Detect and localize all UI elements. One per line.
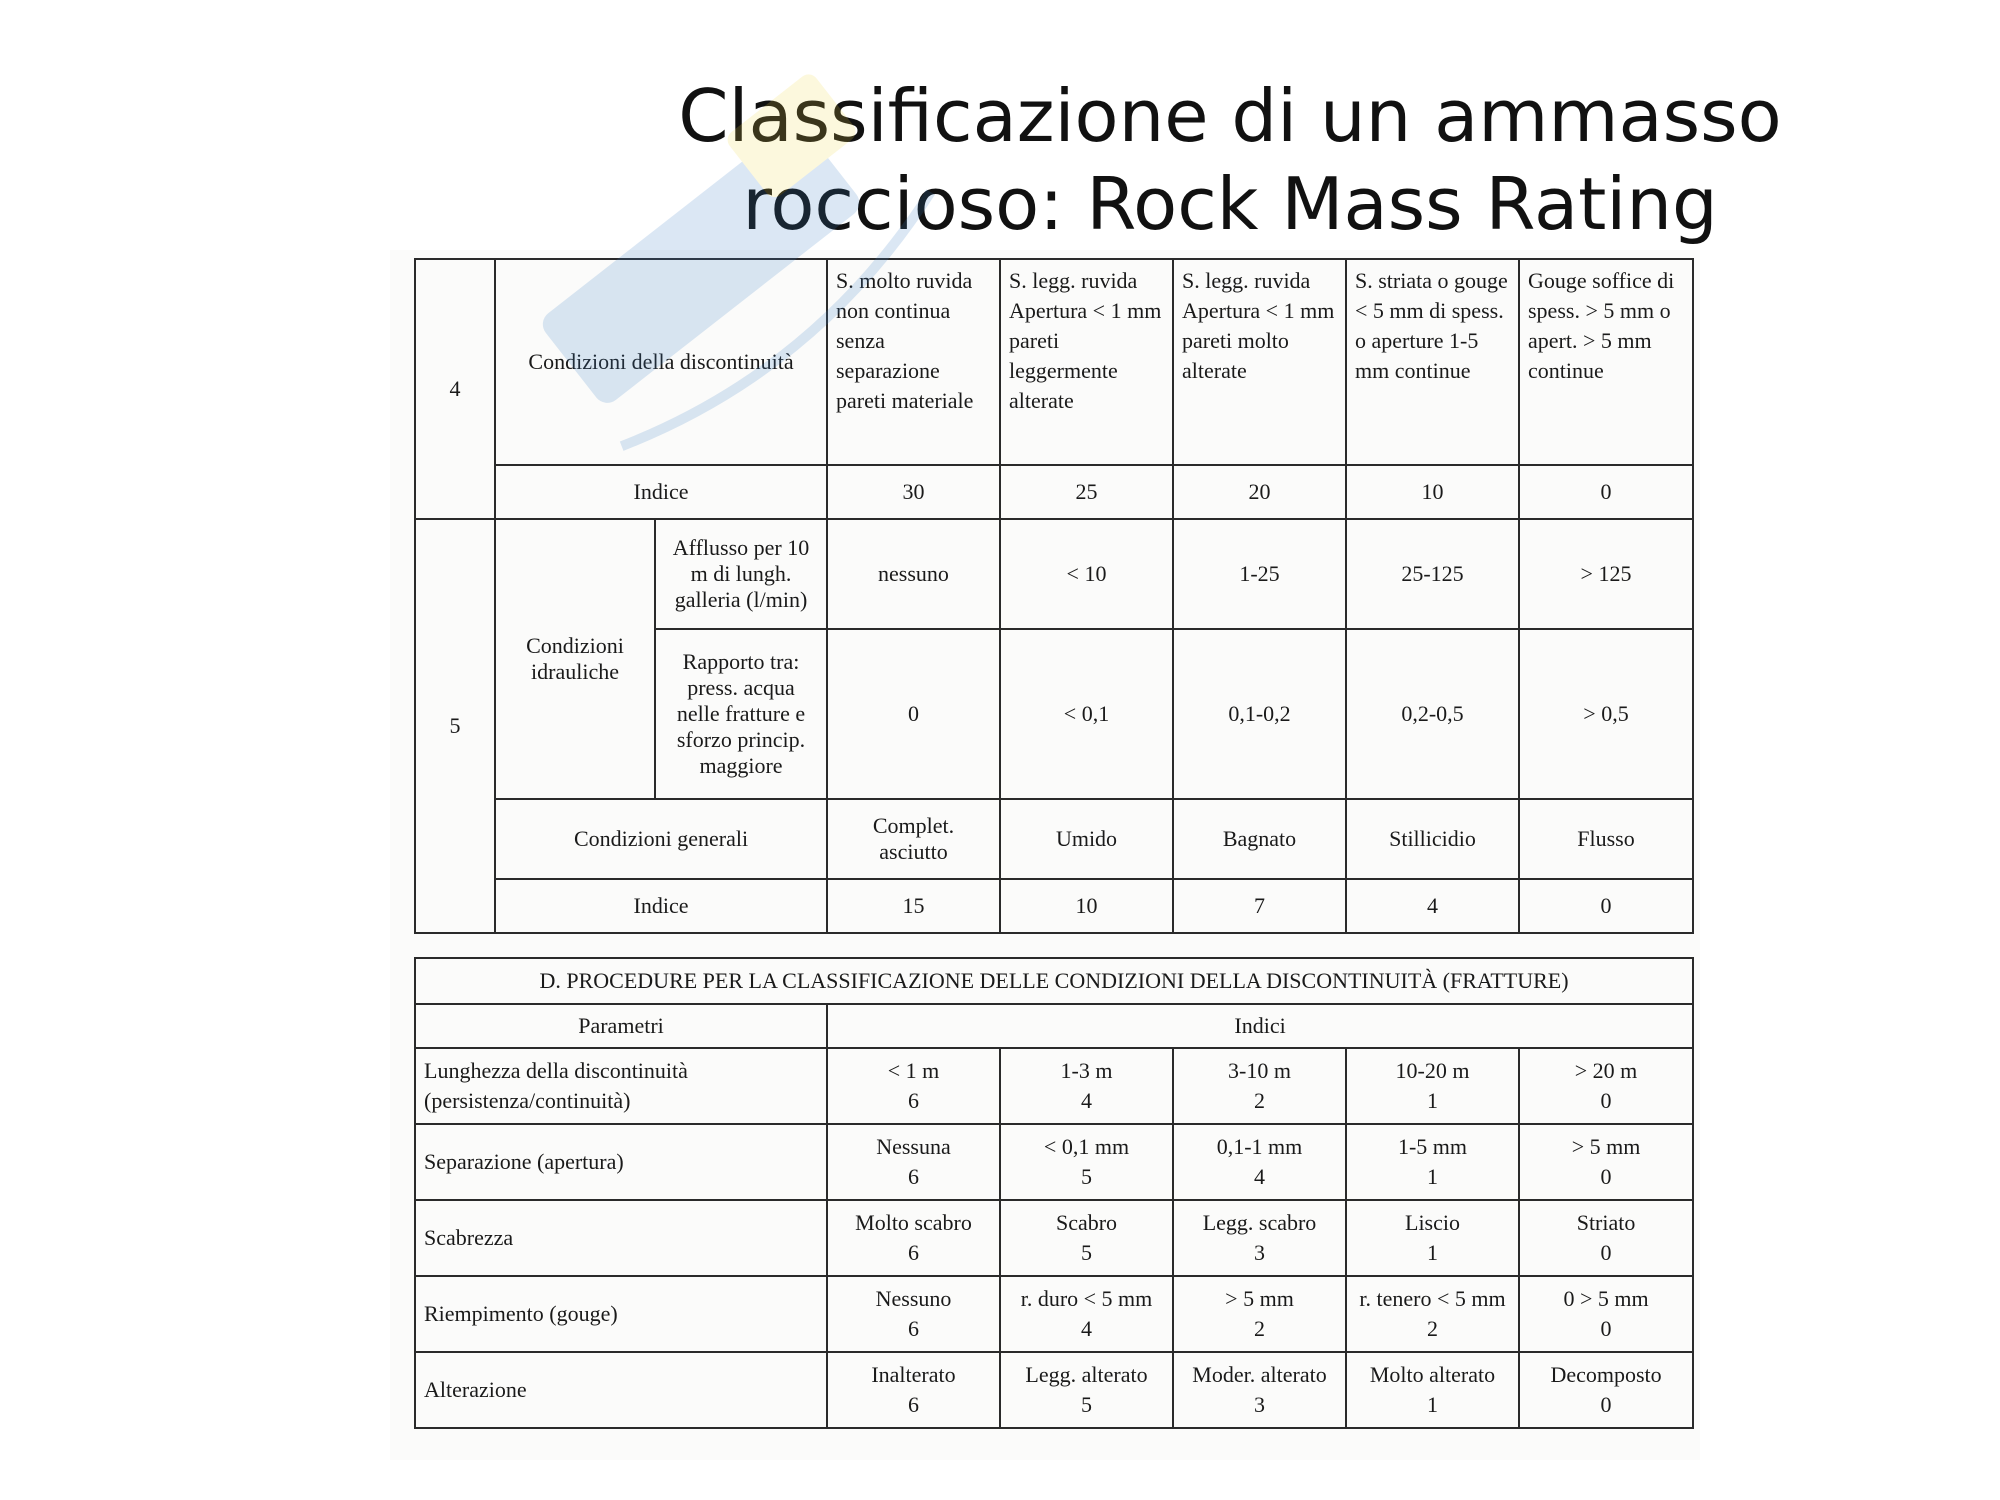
row-5-afflusso bbox=[415, 519, 1693, 629]
desc-cell: Gouge soffice di spess. > 5 mm o apert. > 5 mm continue bbox=[1519, 259, 1693, 465]
rating-text: 1-5 mm bbox=[1397, 1134, 1468, 1159]
rating-cell bbox=[827, 1048, 1000, 1124]
rating-cell bbox=[1519, 1352, 1693, 1428]
rating-text: Striato bbox=[1576, 1210, 1636, 1235]
param-cell: Alterazione bbox=[415, 1352, 827, 1428]
table-row bbox=[415, 1124, 1693, 1200]
rating-value: 6 bbox=[908, 1316, 919, 1341]
rating-value: 6 bbox=[908, 1392, 919, 1417]
rating-text: Molto scabro bbox=[855, 1210, 972, 1235]
rating-text: Legg. scabro bbox=[1202, 1210, 1317, 1235]
rapporto-label: Rapporto tra: press. acqua nelle fratture e sforzo princip. maggiore bbox=[655, 629, 827, 799]
generali-cell: Stillicidio bbox=[1346, 799, 1519, 879]
rating-cell bbox=[1000, 1276, 1173, 1352]
rating-cell bbox=[1519, 1200, 1693, 1276]
rating-cell bbox=[1346, 1276, 1519, 1352]
rating-cell bbox=[827, 1124, 1000, 1200]
generali-cell: Complet. asciutto bbox=[827, 799, 1000, 879]
rating-text: < 0,1 mm bbox=[1043, 1134, 1130, 1159]
index-label: Indice bbox=[495, 879, 827, 933]
rating-value: 3 bbox=[1254, 1240, 1265, 1265]
index-cell: 10 bbox=[1346, 465, 1519, 519]
rating-cell bbox=[827, 1352, 1000, 1428]
rating-cell bbox=[1346, 1200, 1519, 1276]
rating-text: 0 > 5 mm bbox=[1563, 1286, 1649, 1311]
rapporto-cell: 0,2-0,5 bbox=[1346, 629, 1519, 799]
rating-value: 1 bbox=[1427, 1164, 1438, 1189]
param-cell: Riempimento (gouge) bbox=[415, 1276, 827, 1352]
rating-text: Liscio bbox=[1405, 1210, 1460, 1235]
rating-text: Inalterato bbox=[871, 1362, 956, 1387]
rating-value: 0 bbox=[1600, 1088, 1612, 1113]
rating-text: > 5 mm bbox=[1571, 1134, 1641, 1159]
index-cell: 0 bbox=[1519, 465, 1693, 519]
row-4-number: 4 bbox=[415, 259, 495, 519]
table-row bbox=[415, 1352, 1693, 1428]
row-5-number: 5 bbox=[415, 519, 495, 933]
rating-cell bbox=[1000, 1048, 1173, 1124]
index-cell: 15 bbox=[827, 879, 1000, 933]
rating-value: 5 bbox=[1081, 1164, 1092, 1189]
rating-text: 0,1-1 mm bbox=[1216, 1134, 1303, 1159]
desc-cell: S. striata o gouge < 5 mm di spess. o aperture 1-5 mm continue bbox=[1346, 259, 1519, 465]
rapporto-cell: < 0,1 bbox=[1000, 629, 1173, 799]
procedures-heading: D. PROCEDURE PER LA CLASSIFICAZIONE DELLE CONDIZIONI DELLA DISCONTINUITÀ (FRATTURE) bbox=[415, 958, 1693, 1004]
table-row bbox=[415, 1048, 1693, 1124]
rating-value: 0 bbox=[1600, 1164, 1612, 1189]
rating-cell bbox=[1173, 1048, 1346, 1124]
afflusso-label: Afflusso per 10 m di lungh. galleria (l/min) bbox=[655, 519, 827, 629]
indici-header: Indici bbox=[827, 1004, 1693, 1048]
param-cell: Lunghezza della discontinuità (persistenza/continuità) bbox=[415, 1048, 827, 1124]
desc-cell: S. molto ruvida non continua senza separazione pareti materiale bbox=[827, 259, 1000, 465]
rating-cell bbox=[827, 1276, 1000, 1352]
rating-cell bbox=[1173, 1276, 1346, 1352]
rating-value: 1 bbox=[1427, 1088, 1438, 1113]
rating-text: Molto alterato bbox=[1369, 1362, 1496, 1387]
rating-cell bbox=[1346, 1352, 1519, 1428]
desc-cell: S. legg. ruvida Apertura < 1 mm pareti molto alterate bbox=[1173, 259, 1346, 465]
row-5-generali bbox=[415, 799, 1693, 879]
rating-cell bbox=[1173, 1200, 1346, 1276]
rating-cell bbox=[1000, 1200, 1173, 1276]
rating-cell bbox=[1519, 1048, 1693, 1124]
rating-text: r. duro < 5 mm bbox=[1020, 1286, 1153, 1311]
rapporto-cell: 0 bbox=[827, 629, 1000, 799]
rmr-table-procedures bbox=[414, 957, 1694, 1429]
rating-value: 6 bbox=[908, 1088, 919, 1113]
param-cell: Separazione (apertura) bbox=[415, 1124, 827, 1200]
afflusso-cell: 1-25 bbox=[1173, 519, 1346, 629]
rating-cell bbox=[1000, 1352, 1173, 1428]
rating-value: 4 bbox=[1081, 1088, 1092, 1113]
afflusso-cell: 25-125 bbox=[1346, 519, 1519, 629]
table-row bbox=[415, 1276, 1693, 1352]
index-cell: 7 bbox=[1173, 879, 1346, 933]
param-header: Parametri bbox=[415, 1004, 827, 1048]
slide-title bbox=[560, 72, 1900, 248]
title-line-1: Classificazione di un ammasso bbox=[678, 74, 1782, 158]
rating-cell bbox=[1346, 1124, 1519, 1200]
rating-value: 1 bbox=[1427, 1240, 1438, 1265]
rating-text: Scabro bbox=[1055, 1210, 1118, 1235]
rating-text: 10-20 m bbox=[1395, 1058, 1470, 1083]
rating-text: Nessuno bbox=[875, 1286, 952, 1311]
rating-cell bbox=[1173, 1352, 1346, 1428]
rating-value: 0 bbox=[1600, 1316, 1612, 1341]
desc-cell: S. legg. ruvida Apertura < 1 mm pareti leggermente alterate bbox=[1000, 259, 1173, 465]
row-5-label: Condizioni idrauliche bbox=[495, 519, 655, 799]
index-label: Indice bbox=[495, 465, 827, 519]
rating-value: 6 bbox=[908, 1240, 919, 1265]
rating-value: 5 bbox=[1081, 1392, 1092, 1417]
rating-value: 4 bbox=[1081, 1316, 1092, 1341]
rating-text: < 1 m bbox=[887, 1058, 940, 1083]
procedures-header-row bbox=[415, 1004, 1693, 1048]
rating-value: 5 bbox=[1081, 1240, 1092, 1265]
generali-label: Condizioni generali bbox=[495, 799, 827, 879]
index-cell: 20 bbox=[1173, 465, 1346, 519]
index-cell: 0 bbox=[1519, 879, 1693, 933]
rating-value: 4 bbox=[1254, 1164, 1265, 1189]
rating-text: 3-10 m bbox=[1228, 1058, 1291, 1083]
rating-text: > 5 mm bbox=[1225, 1286, 1294, 1311]
rating-cell bbox=[1519, 1124, 1693, 1200]
rating-value: 2 bbox=[1427, 1316, 1438, 1341]
generali-cell: Bagnato bbox=[1173, 799, 1346, 879]
rating-value: 6 bbox=[908, 1164, 919, 1189]
row-4-descriptions bbox=[415, 259, 1693, 465]
rating-text: Moder. alterato bbox=[1192, 1362, 1327, 1387]
table-row bbox=[415, 1200, 1693, 1276]
rating-value: 2 bbox=[1254, 1088, 1265, 1113]
rating-cell bbox=[1346, 1048, 1519, 1124]
rating-cell bbox=[1000, 1124, 1173, 1200]
rating-value: 2 bbox=[1254, 1316, 1265, 1341]
rating-text: 1-3 m bbox=[1060, 1058, 1113, 1083]
rapporto-cell: > 0,5 bbox=[1519, 629, 1693, 799]
rating-cell bbox=[1519, 1276, 1693, 1352]
rating-text: > 20 m bbox=[1574, 1058, 1638, 1083]
rapporto-cell: 0,1-0,2 bbox=[1173, 629, 1346, 799]
title-line-2: roccioso: Rock Mass Rating bbox=[742, 162, 1718, 246]
rating-text: Decomposto bbox=[1550, 1362, 1662, 1387]
row-4-label: Condizioni della discontinuità bbox=[495, 259, 827, 465]
rating-text: Legg. alterato bbox=[1025, 1362, 1148, 1387]
afflusso-cell: > 125 bbox=[1519, 519, 1693, 629]
row-5-indices bbox=[415, 879, 1693, 933]
index-cell: 4 bbox=[1346, 879, 1519, 933]
rmr-table-conditions bbox=[414, 258, 1694, 934]
afflusso-cell: nessuno bbox=[827, 519, 1000, 629]
procedures-heading-row bbox=[415, 958, 1693, 1004]
rating-text: Nessuna bbox=[876, 1134, 951, 1159]
generali-cell: Flusso bbox=[1519, 799, 1693, 879]
rating-value: 0 bbox=[1600, 1392, 1612, 1417]
param-cell: Scabrezza bbox=[415, 1200, 827, 1276]
rating-cell bbox=[1173, 1124, 1346, 1200]
row-4-indices bbox=[415, 465, 1693, 519]
afflusso-cell: < 10 bbox=[1000, 519, 1173, 629]
rating-value: 3 bbox=[1254, 1392, 1265, 1417]
rating-value: 1 bbox=[1427, 1392, 1438, 1417]
generali-cell: Umido bbox=[1000, 799, 1173, 879]
rating-text: r. tenero < 5 mm bbox=[1359, 1286, 1506, 1311]
index-cell: 25 bbox=[1000, 465, 1173, 519]
index-cell: 10 bbox=[1000, 879, 1173, 933]
index-cell: 30 bbox=[827, 465, 1000, 519]
rating-cell bbox=[827, 1200, 1000, 1276]
rating-value: 0 bbox=[1600, 1240, 1612, 1265]
